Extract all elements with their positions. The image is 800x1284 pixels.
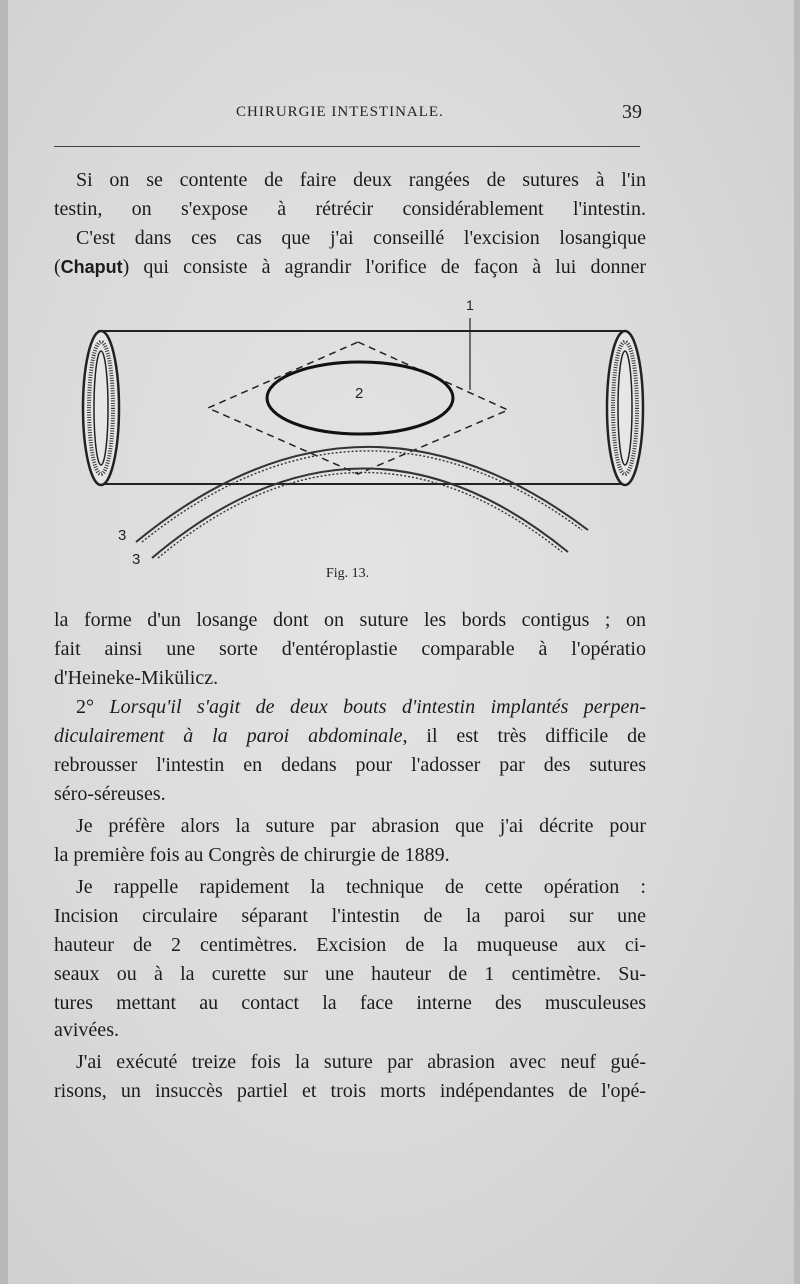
paragraph-2-line-2 [54,253,646,282]
paragraph-6-line-3: hauteur de 2 centimètres. Excision de la muqueuse aux ci- [54,934,646,956]
paragraph-4-line-1 [54,693,646,722]
running-title: CHIRURGIE INTESTINALE. [236,104,444,120]
book-page [8,0,794,1284]
left-tube-end [83,331,119,485]
paragraph-6-line-5: tures mettant au contact la face interne des musculeuses [54,992,646,1014]
paragraph-6-line-2: Incision circulaire séparant l'intestin de la paroi sur une [54,905,646,927]
right-tube-end [607,331,643,485]
page-number: 39 [622,101,642,123]
suture-arc-upper-outer [136,447,588,542]
label-3-lower: 3 [132,551,141,568]
paragraph-4-line-2-rest: , il est très difficile de [402,725,646,747]
paragraph-4-line-3: rebrousser l'intestin en dedans pour l'adosser par des sutures [54,754,646,776]
paragraph-3-line-2: fait ainsi une sorte d'entéroplastie comparable à l'opératio [54,638,646,660]
paragraph-1-line-2: testin, on s'expose à rétrécir considérablement l'intestin. [54,198,646,220]
paragraph-7-line-1: J'ai exécuté treize fois la suture par abrasion avec neuf gué- [76,1051,646,1073]
paren-open: ( [54,256,61,278]
paragraph-5-line-1: Je préfère alors la suture par abrasion que j'ai décrite pour [76,815,646,837]
paragraph-2-line-2-rest: ) qui consiste à agrandir l'orifice de façon à lui donner [122,256,646,278]
paragraph-1-line-1: Si on se contente de faire deux rangées de sutures à l'in [76,169,646,191]
paragraph-4-line-1-italic: Lorsqu'il s'agit de deux bouts d'intestin implantés perpen- [109,696,646,718]
figure-13 [68,280,658,580]
paragraph-7-line-2: risons, un insuccès partiel et trois morts indépendantes de l'opé- [54,1080,646,1102]
paragraph-6-line-1: Je rappelle rapidement la technique de cette opération : [76,876,646,898]
author-chaput: Chaput [60,257,123,277]
figure-caption: Fig. 13. [326,566,370,581]
paragraph-4-line-4: séro-séreuses. [54,783,166,805]
label-3-upper: 3 [118,527,127,544]
paragraph-4-line-2-italic: diculairement à la paroi abdominale [54,725,403,747]
label-1: 1 [466,297,474,313]
header-rule [54,146,640,147]
intestine-diagram [68,280,658,580]
paragraph-3-line-3: d'Heineke-Mikülicz. [54,667,219,689]
item-number: 2° [76,696,110,718]
suture-arc-upper-inner [142,451,582,542]
paragraph-4-line-2 [54,722,646,751]
paragraph-3-line-1: la forme d'un losange dont on suture les bords contigus ; on [54,609,646,631]
page-header [8,101,794,130]
paragraph-2-line-1: C'est dans ces cas que j'ai conseillé l'excision losangique [76,227,646,249]
paragraph-6-line-6: avivées. [54,1019,119,1041]
paragraph-6-line-4: seaux ou à la curette sur une hauteur de 1 centimètre. Su- [54,963,646,985]
label-2: 2 [355,385,364,402]
paragraph-5-line-2: la première fois au Congrès de chirurgie de 1889. [54,844,450,866]
